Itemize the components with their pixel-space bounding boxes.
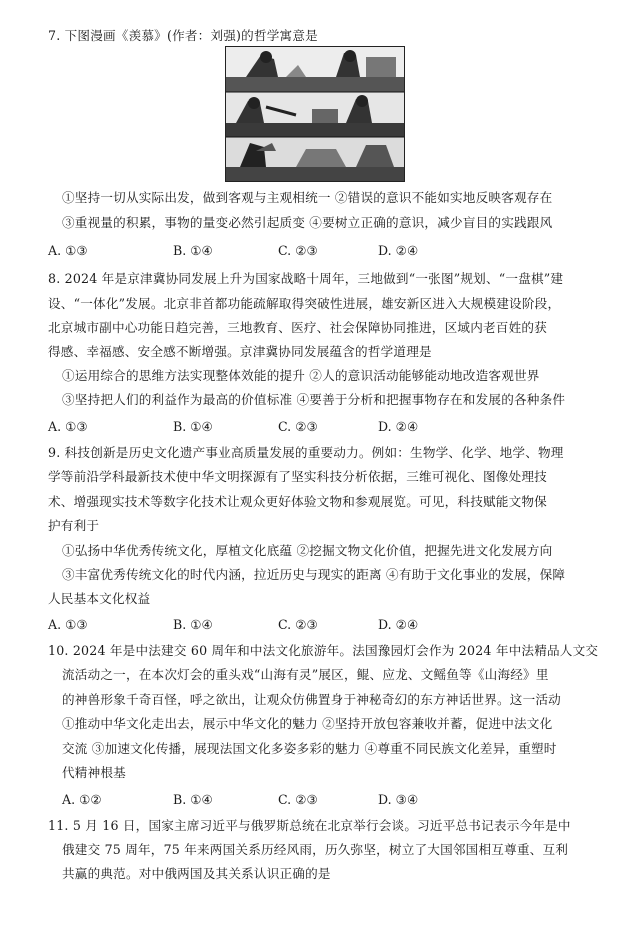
q10-choice-a[interactable]: A. ①②: [62, 792, 102, 807]
q9-choice-d[interactable]: D. ②④: [378, 617, 419, 632]
q10-option-line-1: ①推动中华文化走出去，展示中华文化的魅力 ②坚持开放包容兼收并蓄，促进中法文化: [62, 716, 553, 731]
q8-choice-b[interactable]: B. ①④: [173, 419, 213, 434]
q8-stem-line-1: 8. 2024 年是京津冀协同发展上升为国家战略十周年，三地做到“一张图”规划、“一盘棋”建: [48, 271, 564, 286]
q10-choice-d[interactable]: D. ③④: [378, 792, 419, 807]
q11-stem-line-2: 俄建交 75 周年，75 年来两国关系历经风雨，历久弥坚，树立了大国邻国相互尊重、互利: [62, 842, 569, 857]
cartoon-envy-image: [225, 46, 405, 182]
q9-option-line-2: ③丰富优秀传统文化的时代内涵，拉近历史与现实的距离 ④有助于文化事业的发展，保障: [62, 567, 566, 582]
q11-stem-line-1: 11. 5 月 16 日，国家主席习近平与俄罗斯总统在北京举行会谈。习近平总书记表示今年是中: [48, 818, 571, 833]
q8-option-line-1: ①运用综合的思维方法实现整体效能的提升 ②人的意识活动能够能动地改造客观世界: [62, 368, 540, 383]
q10-option-line-3: 代精神根基: [62, 765, 126, 780]
q8-choice-a[interactable]: A. ①③: [48, 419, 88, 434]
q8-stem-line-4: 得感、幸福感、安全感不断增强。京津冀协同发展蕴含的哲学道理是: [48, 344, 432, 359]
q9-stem-line-2: 学等前沿学科最新技术使中华文明探源有了坚实科技分析依据，三维可视化、图像处理技: [48, 469, 547, 484]
q8-stem-line-2: 设、“一体化”发展。北京非首都功能疏解取得突破性进展，雄安新区进入大规模建设阶段，: [48, 296, 561, 311]
q10-option-line-2: 交流 ③加速文化传播，展现法国文化多姿多彩的魅力 ④尊重不同民族文化差异，重塑时: [62, 741, 557, 756]
q7-choice-c[interactable]: C. ②③: [278, 243, 318, 258]
q9-stem-line-1: 9. 科技创新是历史文化遗产事业高质量发展的重要动力。例如：生物学、化学、地学、物理: [48, 445, 564, 460]
q10-stem-line-1: 10. 2024 年是中法建交 60 周年和中法文化旅游年。法国豫园灯会作为 2024 年中法精品人文交: [48, 643, 599, 658]
q10-choice-c[interactable]: C. ②③: [278, 792, 318, 807]
q7-option-line-1: ①坚持一切从实际出发，做到客观与主观相统一 ②错误的意识不能如实地反映客观存在: [62, 190, 553, 205]
q8-option-line-2: ③坚持把人们的利益作为最高的价值标准 ④要善于分析和把握事物存在和发展的各种条件: [62, 392, 566, 407]
q9-choice-a[interactable]: A. ①③: [48, 617, 88, 632]
q7-choice-b[interactable]: B. ①④: [173, 243, 213, 258]
q8-choice-d[interactable]: D. ②④: [378, 419, 419, 434]
q7-choice-a[interactable]: A. ①③: [48, 243, 88, 258]
q10-stem-line-2: 流活动之一，在本次灯会的重头戏“山海有灵”展区，鲲、应龙、文鳐鱼等《山海经》里: [62, 667, 549, 682]
q8-stem-line-3: 北京城市副中心功能日趋完善，三地教育、医疗、社会保障协同推进，区域内老百姓的获: [48, 320, 547, 335]
q9-stem-line-3: 术、增强现实技术等数字化技术让观众更好体验文物和参观展览。可见，科技赋能文物保: [48, 494, 547, 509]
q9-option-line-3: 人民基本文化权益: [48, 591, 151, 606]
q10-stem-line-3: 的神兽形象千奇百怪，呼之欲出，让观众仿佛置身于神秘奇幻的东方神话世界。这一活动: [62, 692, 561, 707]
q9-choice-b[interactable]: B. ①④: [173, 617, 213, 632]
q11-stem-line-3: 共赢的典范。对中俄两国及其关系认识正确的是: [62, 866, 331, 881]
q9-choice-c[interactable]: C. ②③: [278, 617, 318, 632]
q8-choice-c[interactable]: C. ②③: [278, 419, 318, 434]
q10-choice-b[interactable]: B. ①④: [173, 792, 213, 807]
q9-stem-line-4: 护有利于: [48, 518, 100, 533]
q7-stem: 7. 下图漫画《羡慕》(作者：刘强)的哲学寓意是: [48, 28, 318, 43]
q7-option-line-2: ③重视量的积累，事物的量变必然引起质变 ④要树立正确的意识，减少盲目的实践跟风: [62, 215, 553, 230]
q9-option-line-1: ①弘扬中华优秀传统文化，厚植文化底蕴 ②挖掘文物文化价值，把握先进文化发展方向: [62, 543, 553, 558]
q7-choice-d[interactable]: D. ②④: [378, 243, 419, 258]
